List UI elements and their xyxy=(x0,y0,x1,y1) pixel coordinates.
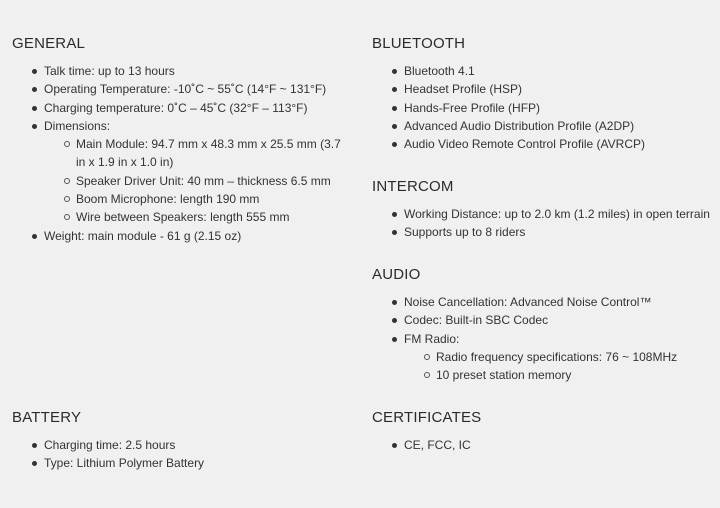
dimensions-label: Dimensions: xyxy=(44,118,111,133)
list-item: Type: Lithium Polymer Battery xyxy=(12,454,352,472)
list-item: Hands-Free Profile (HFP) xyxy=(372,99,712,117)
sub-list-item: 10 preset station memory xyxy=(404,366,712,384)
list-item: Headset Profile (HSP) xyxy=(372,80,712,98)
dimensions-sublist xyxy=(44,135,352,226)
audio-section xyxy=(372,266,712,384)
list-item: Supports up to 8 riders xyxy=(372,223,712,241)
sub-list-item: Radio frequency specifications: 76 ~ 108MHz xyxy=(404,348,712,366)
list-item: Weight: main module - 61 g (2.15 oz) xyxy=(12,227,352,245)
intercom-heading: INTERCOM xyxy=(372,178,454,195)
audio-list xyxy=(372,293,712,384)
bluetooth-section xyxy=(372,35,712,153)
certificates-list xyxy=(372,436,712,454)
fm-radio-sublist xyxy=(404,348,712,385)
list-item: Audio Video Remote Control Profile (AVRCP) xyxy=(372,135,712,153)
audio-heading: AUDIO xyxy=(372,266,421,283)
list-item: Working Distance: up to 2.0 km (1.2 miles) in open terrain xyxy=(372,205,712,223)
general-section xyxy=(12,35,352,245)
battery-section xyxy=(12,409,352,473)
general-list xyxy=(12,62,352,245)
list-item: Bluetooth 4.1 xyxy=(372,62,712,80)
sub-list-item: Wire between Speakers: length 555 mm xyxy=(44,208,352,226)
sub-list-item: Speaker Driver Unit: 40 mm – thickness 6.5 mm xyxy=(44,172,352,190)
battery-list xyxy=(12,436,352,473)
certificates-section xyxy=(372,409,712,454)
list-item: Operating Temperature: -10˚C ~ 55˚C (14°F ~ 131°F) xyxy=(12,80,352,98)
intercom-section xyxy=(372,178,712,242)
list-item: Charging temperature: 0˚C – 45˚C (32°F – 113°F) xyxy=(12,99,352,117)
list-item: Talk time: up to 13 hours xyxy=(12,62,352,80)
battery-heading: BATTERY xyxy=(12,409,82,426)
list-item-dimensions xyxy=(12,117,352,227)
list-item-fm-radio xyxy=(372,330,712,385)
list-item: Advanced Audio Distribution Profile (A2DP) xyxy=(372,117,712,135)
bluetooth-list xyxy=(372,62,712,153)
list-item: Charging time: 2.5 hours xyxy=(12,436,352,454)
list-item: CE, FCC, IC xyxy=(372,436,712,454)
general-heading: GENERAL xyxy=(12,35,86,52)
fm-radio-label: FM Radio: xyxy=(404,331,460,346)
list-item: Codec: Built-in SBC Codec xyxy=(372,311,712,329)
certificates-heading: CERTIFICATES xyxy=(372,409,482,426)
list-item: Noise Cancellation: Advanced Noise Control™ xyxy=(372,293,712,311)
sub-list-item: Boom Microphone: length 190 mm xyxy=(44,190,352,208)
sub-list-item: Main Module: 94.7 mm x 48.3 mm x 25.5 mm (3.7 in x 1.9 in x 1.0 in) xyxy=(44,135,352,172)
bluetooth-heading: BLUETOOTH xyxy=(372,35,466,52)
intercom-list xyxy=(372,205,712,242)
